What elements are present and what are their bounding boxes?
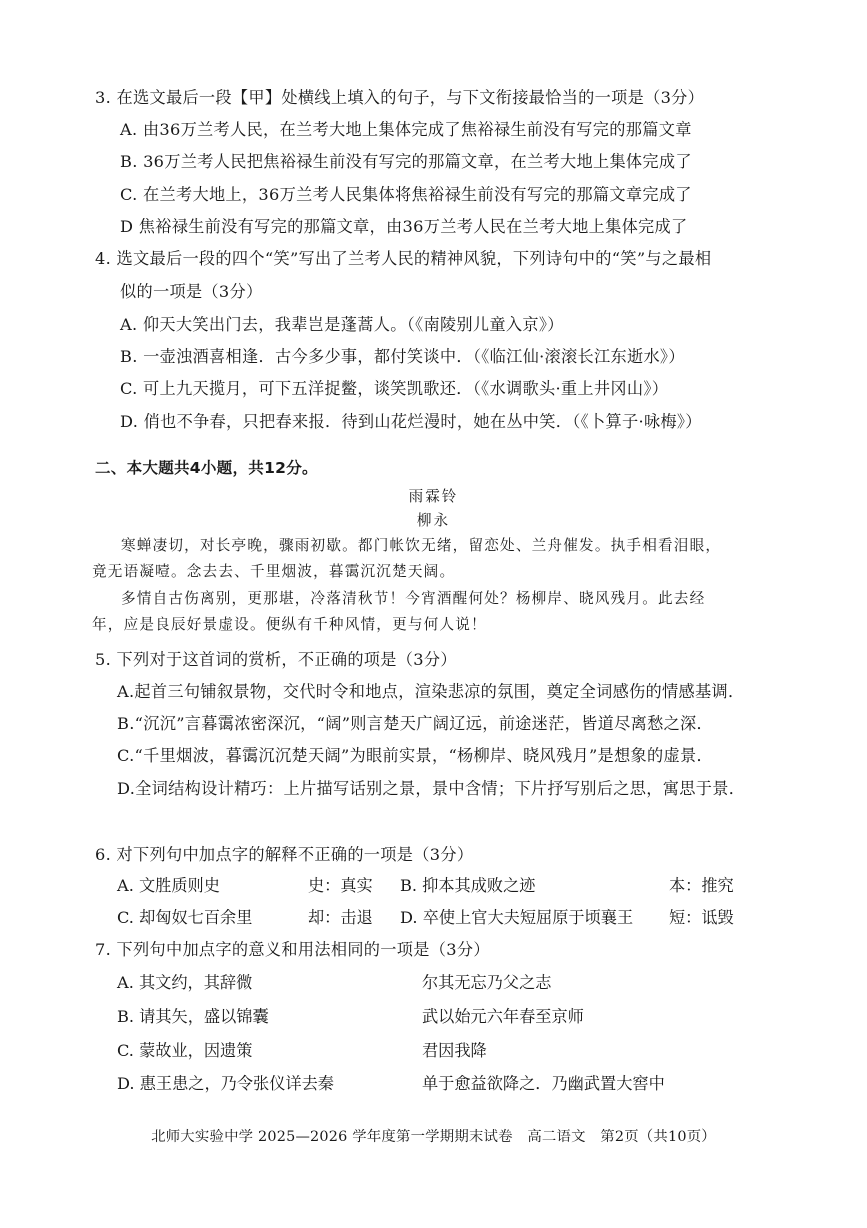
poem-line: 多情自古伤离别，更那堪，冷落清秋节！今宵酒醒何处？杨柳岸、晓风残月。此去经 [121, 590, 706, 607]
question-5-option-a: A.起首三句铺叙景物，交代时令和地点，渲染悲凉的氛围，奠定全词感伤的情感基调． [117, 682, 745, 701]
question-6-option-c-gloss: 却：击退 [308, 908, 373, 927]
question-4-option-a: A. 仰天大笑出门去，我辈岂是蓬蒿人。（《南陵别儿童入京》） [120, 315, 564, 334]
question-5-option-d: D.全词结构设计精巧：上片描写话别之景，景中含情；下片抒写别后之思，寓思于景． [117, 779, 746, 798]
question-3-option-a: A. 由36万兰考人民，在兰考大地上集体完成了焦裕禄生前没有写完的那篇文章 [120, 120, 692, 139]
section-heading: 二、本大题共4小题，共12分。 [95, 459, 318, 477]
question-3-stem: 3. 在选文最后一段【甲】处横线上填入的句子，与下文衔接最恰当的一项是（3分） [95, 88, 705, 107]
question-4-stem: 4. 选文最后一段的四个“笑”写出了兰考人民的精神风貌，下列诗句中的“笑”与之最相 [95, 249, 712, 268]
question-7-option-a-left: A. 其文约，其辞微 [117, 973, 253, 992]
question-4-stem-continued: 似的一项是（3分） [120, 282, 263, 301]
question-7-option-c-right: 君因我降 [422, 1041, 487, 1060]
poem-line: 年，应是良辰好景虚设。便纵有千种风情，更与何人说！ [92, 616, 487, 633]
question-6-option-d: D. 卒使上官大夫短屈原于顷襄王 [400, 908, 634, 927]
question-4-option-c: C. 可上九天揽月，可下五洋捉鳖，谈笑凯歌还．（《水调歌头·重上井冈山》） [120, 379, 669, 398]
question-7-option-d-right: 单于愈益欲降之．乃幽武置大窖中 [422, 1074, 665, 1093]
question-7-option-b-left: B. 请其矢，盛以锦囊 [117, 1007, 269, 1026]
question-7-stem: 7. 下列句中加点字的意义和用法相同的一项是（3分） [95, 940, 490, 959]
question-5-stem: 5. 下列对于这首词的赏析，不正确的项是（3分） [95, 650, 457, 669]
poem-title: 雨霖铃 [408, 488, 459, 505]
question-4-option-d: D. 俏也不争春，只把春来报．待到山花烂漫时，她在丛中笑．（《卜算子·咏梅》） [120, 412, 702, 431]
question-3-option-c: C. 在兰考大地上，36万兰考人民集体将焦裕禄生前没有写完的那篇文章完成了 [120, 185, 692, 204]
question-7-option-d-left: D. 惠王患之，乃令张仪详去秦 [117, 1074, 334, 1093]
poem-author: 柳永 [416, 512, 451, 529]
poem-line: 竟无语凝噎。念去去、千里烟波，暮霭沉沉楚天阔。 [92, 563, 456, 580]
question-7-option-a-right: 尔其无忘乃父之志 [422, 973, 552, 992]
question-6-stem: 6. 对下列句中加点字的解释不正确的一项是（3分） [95, 845, 474, 864]
page-footer: 北师大实验中学 2025—2026 学年度第一学期期末试卷 高二语文 第2页（共10页） [151, 1129, 716, 1145]
question-6-option-d-gloss: 短：诋毁 [669, 908, 734, 927]
question-4-option-b: B. 一壶浊酒喜相逢．古今多少事，都付笑谈中．（《临江仙·滚滚长江东逝水》） [120, 347, 685, 366]
question-5-option-b: B.“沉沉”言暮霭浓密深沉，“阔”则言楚天广阔辽远，前途迷茫，皆道尽离愁之深． [117, 714, 714, 733]
question-6-option-b-gloss: 本：推究 [669, 876, 734, 895]
question-5-option-c: C.“千里烟波，暮霭沉沉楚天阔”为眼前实景，“杨柳岸、晓风残月”是想象的虚景． [117, 746, 713, 765]
question-3-option-b: B. 36万兰考人民把焦裕禄生前没有写完的那篇文章，在兰考大地上集体完成了 [120, 152, 692, 171]
poem-line: 寒蝉凄切，对长亭晚，骤雨初歇。都门帐饮无绪，留恋处、兰舟催发。执手相看泪眼， [121, 537, 722, 554]
question-6-option-c: C. 却匈奴七百余里 [117, 908, 253, 927]
question-7-option-b-right: 武以始元六年春至京师 [422, 1007, 584, 1026]
question-6-option-a-gloss: 史：真实 [308, 876, 373, 895]
question-7-option-c-left: C. 蒙故业，因遗策 [117, 1041, 253, 1060]
question-3-option-d: D 焦裕禄生前没有写完的那篇文章，由36万兰考人民在兰考大地上集体完成了 [120, 217, 688, 236]
question-6-option-a: A. 文胜质则史 [117, 876, 220, 895]
question-6-option-b: B. 抑本其成败之迹 [400, 876, 536, 895]
